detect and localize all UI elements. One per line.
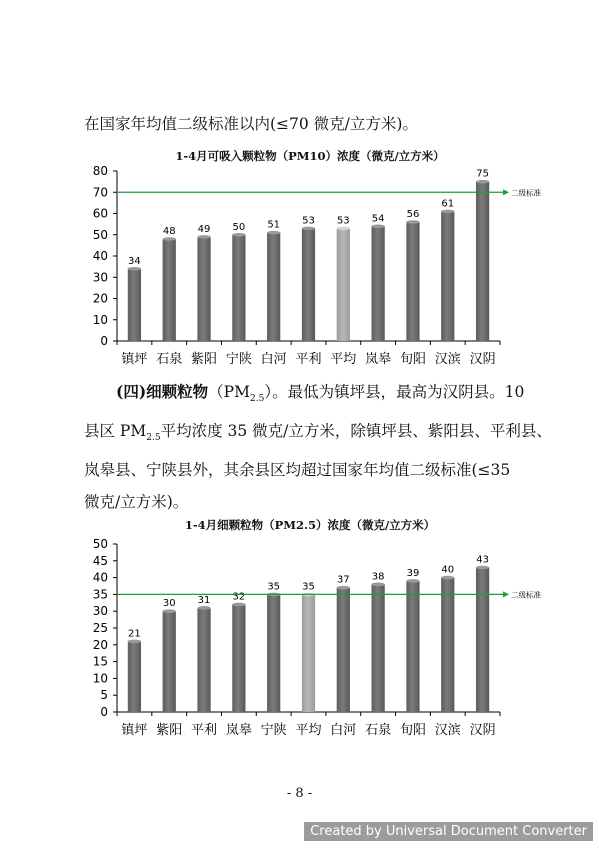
pm25-line-2: 县区 $PM_{2.5}$平均浓度 35 微克/立方米，除镇坪县、紫阳县、平利县、 [84,422,552,444]
watermark: Created by Universal Document Converter [304,822,593,841]
pm25-category-label: 石泉 [365,723,392,738]
pm10-data-label: 50 [232,221,246,233]
pm25-bar-cap [128,640,141,644]
pm25-category-label: 汉滨 [434,723,461,738]
pm10-data-label: 61 [441,198,455,210]
pm25-bar [128,641,141,712]
pm25-category-label: 汉阴 [469,723,496,738]
pm25-bar-cap [337,586,350,590]
pm10-data-label: 75 [476,168,489,180]
pm25-category-label: 旬阳 [399,723,426,738]
pm10-category-label: 汉滨 [434,352,461,367]
pm25-bar [406,581,419,712]
pm25-category-label: 平利 [191,723,218,738]
pm25-bar [372,584,385,712]
pm25-chart-title: 1-4月细颗粒物（PM2.5）浓度（微克/立方米） [184,518,436,532]
pm25-heading: (四)细颗粒物 [116,382,209,401]
pm10-data-label: 34 [128,255,141,267]
pm10-reference-label: 二级标准 [511,188,541,198]
pm25-data-label: 32 [232,591,246,603]
pm25-data-label: 31 [197,594,211,606]
pm10-y-tick-label: 40 [92,249,108,263]
pm25-reference-arrow [503,591,509,597]
pm10-category-label: 白河 [260,352,287,367]
pm10-chart-title: 1-4月可吸入颗粒物（PM10）浓度（微克/立方米） [175,149,445,163]
pm10-category-label: 岚皋 [365,352,392,367]
pm25-y-tick-label: 40 [92,570,108,585]
pm10-category-label: 汉阴 [469,352,496,367]
pm25-bar-cap [232,603,245,607]
pm25-y-tick-label: 15 [92,654,108,669]
pm10-data-label: 51 [267,219,281,231]
pm25-y-tick-label: 20 [92,637,108,652]
pm10-y-tick-label: 0 [100,334,108,348]
page-number: - 8 - [286,786,313,801]
pm10-data-label: 49 [197,223,211,235]
pm25-data-label: 35 [302,581,315,593]
pm25-data-label: 38 [371,571,385,583]
pm25-data-label: 37 [336,574,350,586]
pm10-data-label: 56 [406,209,420,220]
pm10-data-label: 53 [302,215,315,227]
pm10-category-label: 平利 [295,352,322,367]
pm25-bar [197,608,210,712]
pm25-y-tick-label: 35 [92,587,108,602]
pm10-category-label: 旬阳 [399,352,426,367]
pm25-category-label: 岚皋 [225,723,252,738]
pm10-y-tick-label: 30 [92,270,108,285]
pm10-y-tick-label: 50 [92,227,108,242]
pm25-line-4: 微克/立方米)。 [84,493,189,512]
pm10-category-label: 镇坪 [121,352,148,367]
pm25-bar [232,604,245,712]
pm25-y-tick-label: 10 [92,671,108,686]
pm25-data-label: 39 [406,567,420,579]
pm25-bar [441,578,454,712]
pm25-data-label: 40 [441,564,455,576]
pm25-data-label: 43 [476,554,489,566]
pm25-category-label: 镇坪 [121,723,148,738]
pm25-bar-cap [163,609,176,613]
pm25-y-tick-label: 50 [92,537,108,551]
pm25-data-label: 30 [162,598,176,610]
pm10-data-label: 53 [336,215,350,227]
pm10-data-label: 48 [162,226,176,237]
pm25-bar-cap [372,583,385,587]
pm25-category-label: 平均 [295,723,322,738]
pm25-y-tick-label: 45 [92,553,108,568]
pm25-y-tick-label: 25 [92,621,108,635]
pm25-y-tick-label: 30 [92,604,108,619]
pm25-reference-label: 二级标准 [511,590,541,600]
pm25-line-1: (四)细颗粒物$(PM_{2.5})$。最低为镇坪县，最高为汉阴县。10 [116,382,525,405]
pm25-y-tick-label: 5 [100,688,108,703]
pm25-bar-cap [441,576,454,580]
pm25-category-label: 白河 [330,723,357,738]
pm25-bar-cap [476,566,489,570]
pm10-y-tick-label: 20 [92,291,108,306]
pm10-category-label: 紫阳 [191,352,218,367]
pm25-data-label: 21 [128,628,141,640]
pm25-bar [302,594,315,712]
pm10-data-label: 54 [371,213,385,225]
pm10-category-label: 石泉 [156,352,183,367]
pm25-bar-cap [406,579,419,583]
pm10-category-label: 宁陕 [225,352,252,367]
pm25-category-label: 紫阳 [156,723,183,738]
pm25-bar [476,568,489,712]
pm10-y-tick-label: 10 [92,312,108,327]
pm25-y-tick-label: 0 [100,705,108,719]
pm25-line-3: 岚皋县、宁陕县外，其余县区均超过国家年均值二级标准(≤35 [84,461,511,480]
pm25-bar-cap [197,606,210,610]
pm10-y-tick-label: 80 [92,164,108,178]
pm10-category-label: 平均 [330,352,357,367]
intro-text: 在国家年均值二级标准以内(≤70 微克/立方米)。 [84,115,418,133]
pm25-bar [163,611,176,712]
pm25-bar [267,594,280,712]
pm25-category-label: 宁陕 [260,723,287,738]
pm25-bar [337,588,350,712]
pm25-data-label: 35 [267,581,281,593]
pm10-y-tick-label: 60 [92,206,108,221]
pm10-y-tick-label: 70 [92,185,108,200]
